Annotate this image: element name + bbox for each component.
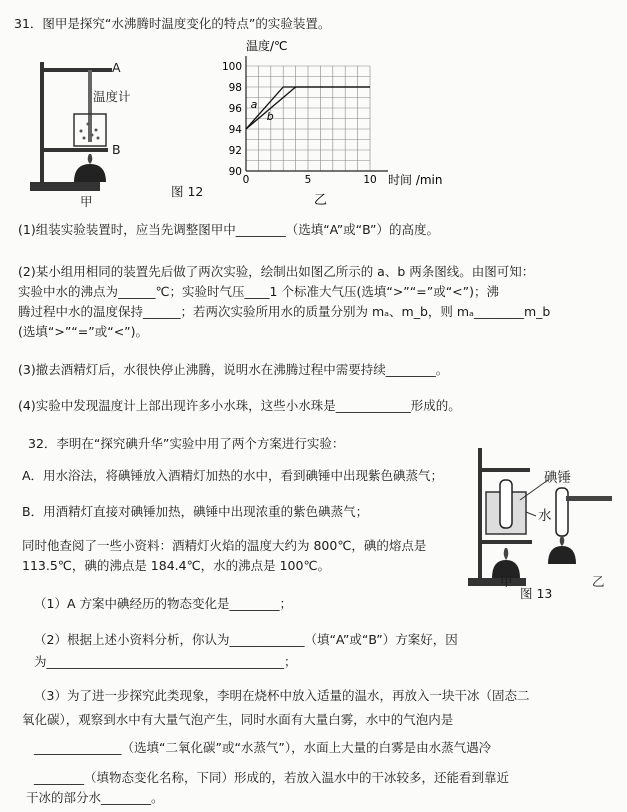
- thermometer-icon: [88, 70, 92, 142]
- fig12-caption: 图 12: [171, 184, 204, 199]
- y-tick-label: 98: [228, 82, 242, 94]
- q32-info-line2: 113.5℃，碘的沸点是 184.4℃，水的沸点是 100℃。: [22, 558, 330, 573]
- q32-title: 32．李明在“探究碘升华”实验中用了两个方案进行实验：: [28, 436, 345, 451]
- iodine-hammer-icon: [500, 480, 512, 528]
- label-a: A: [112, 60, 121, 75]
- leader-line-water: [526, 512, 536, 516]
- label-b: B: [112, 142, 121, 157]
- q31-p2-line3: 腾过程中水的温度保持______；若两次实验所用水的质量分别为 mₐ、m_b，则 mₐ________m_b: [18, 304, 551, 319]
- q32-s2-line2: 为______________________________________；: [34, 654, 297, 669]
- q31-p2-line2: 实验中水的沸点为______℃；实验时气压____1 个标准大气压(选填“>”“=”或“<”)；沸: [18, 284, 499, 299]
- y-tick-label: 100: [221, 61, 242, 73]
- x-tick-label: 0: [242, 174, 250, 186]
- fig13-lamp-yi-icon: [548, 546, 576, 564]
- fig13-flame-jia-icon: [504, 548, 509, 560]
- fig13-clamp: [480, 468, 530, 472]
- series-label-a: a: [250, 98, 258, 111]
- q31-p4: (4)实验中发现温度计上部出现许多小水珠，这些小水珠是____________形成的。: [18, 398, 461, 413]
- ring-b: [42, 148, 108, 152]
- fig13-stand-base: [468, 578, 526, 586]
- q32-s3-line2: 氧化碳），观察到水中有大量气泡产生，同时水面有大量白雾，水中的气泡内是: [22, 712, 454, 727]
- series-label-b: b: [266, 110, 274, 123]
- fig13-caption-yi: 乙: [592, 574, 605, 589]
- q32-option-b: B．用酒精灯直接对碘锤加热，碘锤中出现浓重的紫色碘蒸气；: [22, 504, 369, 519]
- y-tick-label: 94: [228, 124, 242, 136]
- fig12-apparatus: [28, 58, 148, 203]
- y-tick-label: 92: [228, 145, 242, 157]
- q32-s3-line5: 干冰的部分水________。: [26, 790, 164, 805]
- x-tick-label: 10: [363, 174, 377, 186]
- chart-label-yi: 乙: [314, 193, 328, 206]
- q31-p1: (1)组装实验装置时，应当先调整图甲中________（选填“A”或“B”）的高度。: [18, 222, 440, 237]
- flame-icon: [88, 154, 93, 164]
- chart-ylabel: 温度/℃: [246, 39, 288, 53]
- alcohol-lamp-icon: [74, 164, 106, 182]
- x-tick-label: 5: [304, 174, 312, 186]
- fig-jia-caption: 甲: [80, 194, 93, 209]
- fig13-caption-jia: 甲: [500, 574, 513, 589]
- y-tick-label: 96: [228, 103, 242, 115]
- chart-xlabel: 时间 /min: [388, 173, 443, 187]
- q32-s1: （1）A 方案中碘经历的物态变化是________；: [34, 596, 292, 611]
- q31-p2-line4: (选填“>”“=”或“<”)。: [18, 324, 149, 339]
- fig13-label-iodine: 碘锤: [544, 470, 571, 486]
- q32-option-a: A．用水浴法，将碘锤放入酒精灯加热的水中，看到碘锤中出现紫色碘蒸气；: [22, 468, 444, 483]
- label-thermometer: 温度计: [93, 89, 131, 104]
- fig13-caption: 图 13: [520, 586, 553, 601]
- q32-s3-line4: ________（填物态变化名称，下同）形成的，若放入温水中的干冰较多，还能看到靠近: [34, 770, 510, 785]
- stand-rod: [40, 62, 44, 184]
- temperature-chart: [210, 36, 450, 206]
- q31-title: 31．图甲是探究“水沸腾时温度变化的特点”的实验装置。: [14, 16, 331, 31]
- fig13-label-water: 水: [538, 508, 552, 524]
- q32-s3-line1: （3）为了进一步探究此类现象，李明在烧杯中放入适量的温水，再放入一块干冰（固态二: [34, 688, 530, 703]
- fig13-flame-yi-icon: [560, 536, 565, 546]
- q32-s3-line3: ______________（选填“二氧化碳”或“水蒸气”），水面上大量的白雾是由水蒸气遇冷: [34, 740, 492, 755]
- clamp-a: [42, 68, 112, 72]
- q31-p2-line1: (2)某小组用相同的装置先后做了两次实验，绘制出如图乙所示的 a、b 两条图线。由图可知：: [18, 264, 535, 279]
- q32-info-line1: 同时他查阅了一些小资料：酒精灯火焰的温度大约为 800℃，碘的熔点是: [22, 538, 427, 553]
- fig13-holder-yi: [566, 496, 612, 501]
- fig13-stand-rod: [478, 448, 482, 580]
- fig13-ring: [480, 540, 532, 544]
- y-tick-label: 90: [228, 166, 242, 178]
- q32-s2-line1: （2）根据上述小资料分析，你认为____________（填“A”或“B”）方案好，因: [34, 632, 458, 647]
- q31-p3: (3)撤去酒精灯后，水很快停止沸腾，说明水在沸腾过程中需要持续________。: [18, 362, 449, 377]
- iodine-hammer-yi-icon: [556, 488, 568, 536]
